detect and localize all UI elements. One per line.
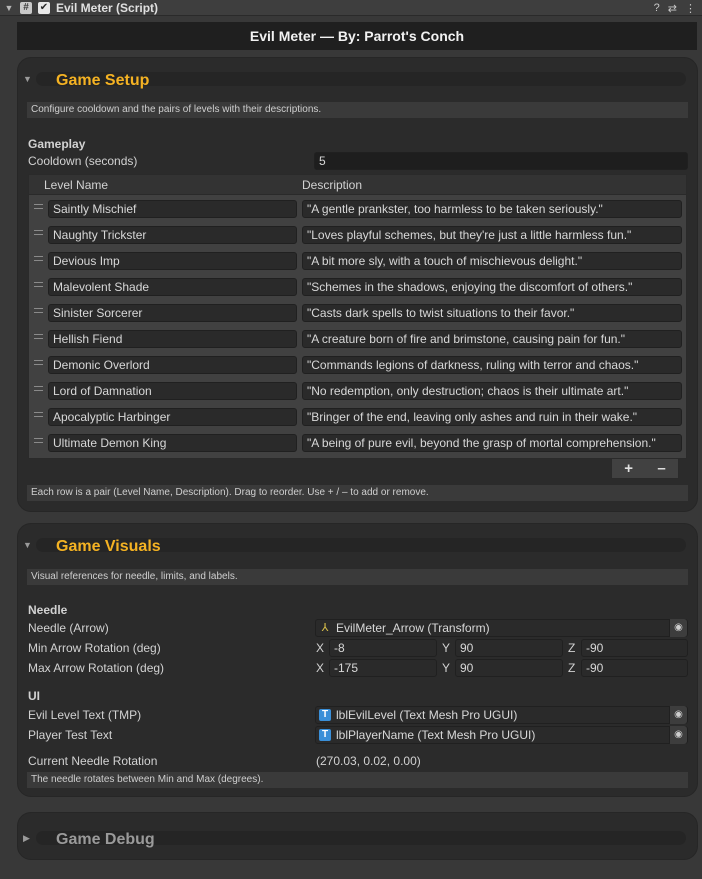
level-name-input[interactable]: Apocalyptic Harbinger [48,408,297,426]
game-debug-header[interactable] [18,817,697,857]
kebab-menu-icon[interactable]: ⋮ [685,2,696,15]
max-y-input[interactable]: 90 [455,659,563,677]
max-y-label: Y [442,661,451,675]
game-setup-header[interactable] [18,58,697,98]
min-x-input[interactable]: -8 [329,639,437,657]
level-name-input[interactable]: Malevolent Shade [48,278,297,296]
cooldown-label: Cooldown (seconds) [28,154,138,168]
drag-handle-icon[interactable] [34,256,43,261]
max-z-input[interactable]: -90 [581,659,688,677]
min-rotation-label: Min Arrow Rotation (deg) [28,641,161,655]
game-setup-title: Game Setup [56,72,150,89]
needle-label: Needle (Arrow) [28,621,109,635]
description-input[interactable]: "Schemes in the shadows, enjoying the discomfort of others." [302,278,682,296]
evil-level-text-label: Evil Level Text (TMP) [28,708,142,722]
description-input[interactable]: "A bit more sly, with a touch of mischievous delight." [302,252,682,270]
list-footer [611,459,679,479]
drag-handle-icon[interactable] [34,386,43,391]
add-row-button[interactable]: + [624,460,633,477]
level-name-input[interactable]: Hellish Fiend [48,330,297,348]
remove-row-button[interactable]: – [657,460,666,477]
object-picker-icon[interactable]: ◉ [669,726,687,744]
game-setup-section [17,57,698,512]
level-name-input[interactable]: Ultimate Demon King [48,434,297,452]
list-item[interactable] [29,196,686,222]
game-visuals-help: Visual references for needle, limits, and labels. [27,569,688,585]
list-item[interactable] [29,222,686,248]
component-header[interactable] [0,0,702,16]
min-z-input[interactable]: -90 [581,639,688,657]
text-mesh-pro-icon: T [319,729,331,741]
game-debug-title: Game Debug [56,831,155,848]
list-footer-help: Each row is a pair (Level Name, Description). Drag to reorder. Use + / – to add or remove. [27,485,688,501]
col-level-name: Level Name [44,178,109,192]
list-item[interactable] [29,326,686,352]
min-x-label: X [316,641,325,655]
description-input[interactable]: "No redemption, only destruction; chaos is their ultimate art." [302,382,682,400]
description-input[interactable]: "Bringer of the end, leaving only ashes and ruin in their wake." [302,408,682,426]
drag-handle-icon[interactable] [34,412,43,417]
list-item[interactable] [29,430,686,456]
expanded-arrow-icon[interactable]: ▼ [23,74,32,84]
description-input[interactable]: "A being of pure evil, beyond the grasp of mortal comprehension." [302,434,682,452]
evil-level-text-field[interactable] [315,706,688,724]
description-input[interactable]: "Commands legions of darkness, ruling with terror and chaos." [302,356,682,374]
list-item[interactable] [29,352,686,378]
drag-handle-icon[interactable] [34,282,43,287]
needle-object-field[interactable] [315,619,688,637]
drag-handle-icon[interactable] [34,334,43,339]
drag-handle-icon[interactable] [34,204,43,209]
drag-handle-icon[interactable] [34,308,43,313]
level-list-header [29,175,686,195]
preset-icon[interactable]: ⇄ [667,2,677,15]
player-test-text-value: lblPlayerName (Text Mesh Pro UGUI) [336,728,536,742]
level-name-input[interactable]: Demonic Overlord [48,356,297,374]
max-x-label: X [316,661,325,675]
level-name-input[interactable]: Naughty Trickster [48,226,297,244]
min-y-input[interactable]: 90 [455,639,563,657]
list-item[interactable] [29,300,686,326]
game-setup-help: Configure cooldown and the pairs of levels with their descriptions. [27,102,688,118]
list-item[interactable] [29,274,686,300]
expanded-arrow-icon[interactable]: ▼ [23,540,32,550]
game-debug-section [17,812,698,860]
component-title: Evil Meter (Script) [56,0,159,15]
current-rotation-value: (270.03, 0.02, 0.00) [316,754,421,768]
drag-handle-icon[interactable] [34,360,43,365]
player-test-text-field[interactable] [315,726,688,744]
level-name-input[interactable]: Lord of Damnation [48,382,297,400]
evil-level-text-value: lblEvilLevel (Text Mesh Pro UGUI) [336,708,518,722]
cooldown-input[interactable]: 5 [314,152,688,170]
list-item[interactable] [29,404,686,430]
description-input[interactable]: "Casts dark spells to twist situations to their favor." [302,304,682,322]
rotation-help: The needle rotates between Min and Max (degrees). [27,772,688,788]
ui-heading: UI [28,689,40,703]
max-z-label: Z [568,661,576,675]
level-list [28,174,687,459]
object-picker-icon[interactable]: ◉ [669,706,687,724]
enabled-checkbox[interactable]: ✔ [39,2,49,13]
drag-handle-icon[interactable] [34,438,43,443]
description-input[interactable]: "A creature born of fire and brimstone, causing pain for fun." [302,330,682,348]
list-item[interactable] [29,248,686,274]
player-test-text-label: Player Test Text [28,728,113,742]
object-picker-icon[interactable]: ◉ [669,619,687,637]
max-rotation-label: Max Arrow Rotation (deg) [28,661,165,675]
list-item[interactable] [29,378,686,404]
level-name-input[interactable]: Devious Imp [48,252,297,270]
col-description: Description [302,178,363,192]
level-name-input[interactable]: Saintly Mischief [48,200,297,218]
gameplay-heading: Gameplay [28,137,86,151]
script-icon: # [20,2,32,14]
description-input[interactable]: "Loves playful schemes, but they're just a little harmless fun." [302,226,682,244]
min-z-label: Z [568,641,576,655]
current-rotation-label: Current Needle Rotation [28,754,158,768]
transform-icon: ⅄ [321,622,329,634]
foldout-arrow-icon[interactable]: ▼ [4,2,14,13]
level-name-input[interactable]: Sinister Sorcerer [48,304,297,322]
game-visuals-header[interactable] [18,524,697,564]
min-y-label: Y [442,641,451,655]
collapsed-arrow-icon[interactable]: ▶ [23,833,30,843]
title-banner: Evil Meter — By: Parrot's Conch [17,22,697,50]
help-icon[interactable]: ? [653,2,660,14]
needle-value: EvilMeter_Arrow (Transform) [336,621,490,635]
drag-handle-icon[interactable] [34,230,43,235]
game-visuals-section [17,523,698,797]
needle-heading: Needle [28,603,68,617]
game-visuals-title: Game Visuals [56,538,161,555]
description-input[interactable]: "A gentle prankster, too harmless to be taken seriously." [302,200,682,218]
max-x-input[interactable]: -175 [329,659,437,677]
text-mesh-pro-icon: T [319,709,331,721]
